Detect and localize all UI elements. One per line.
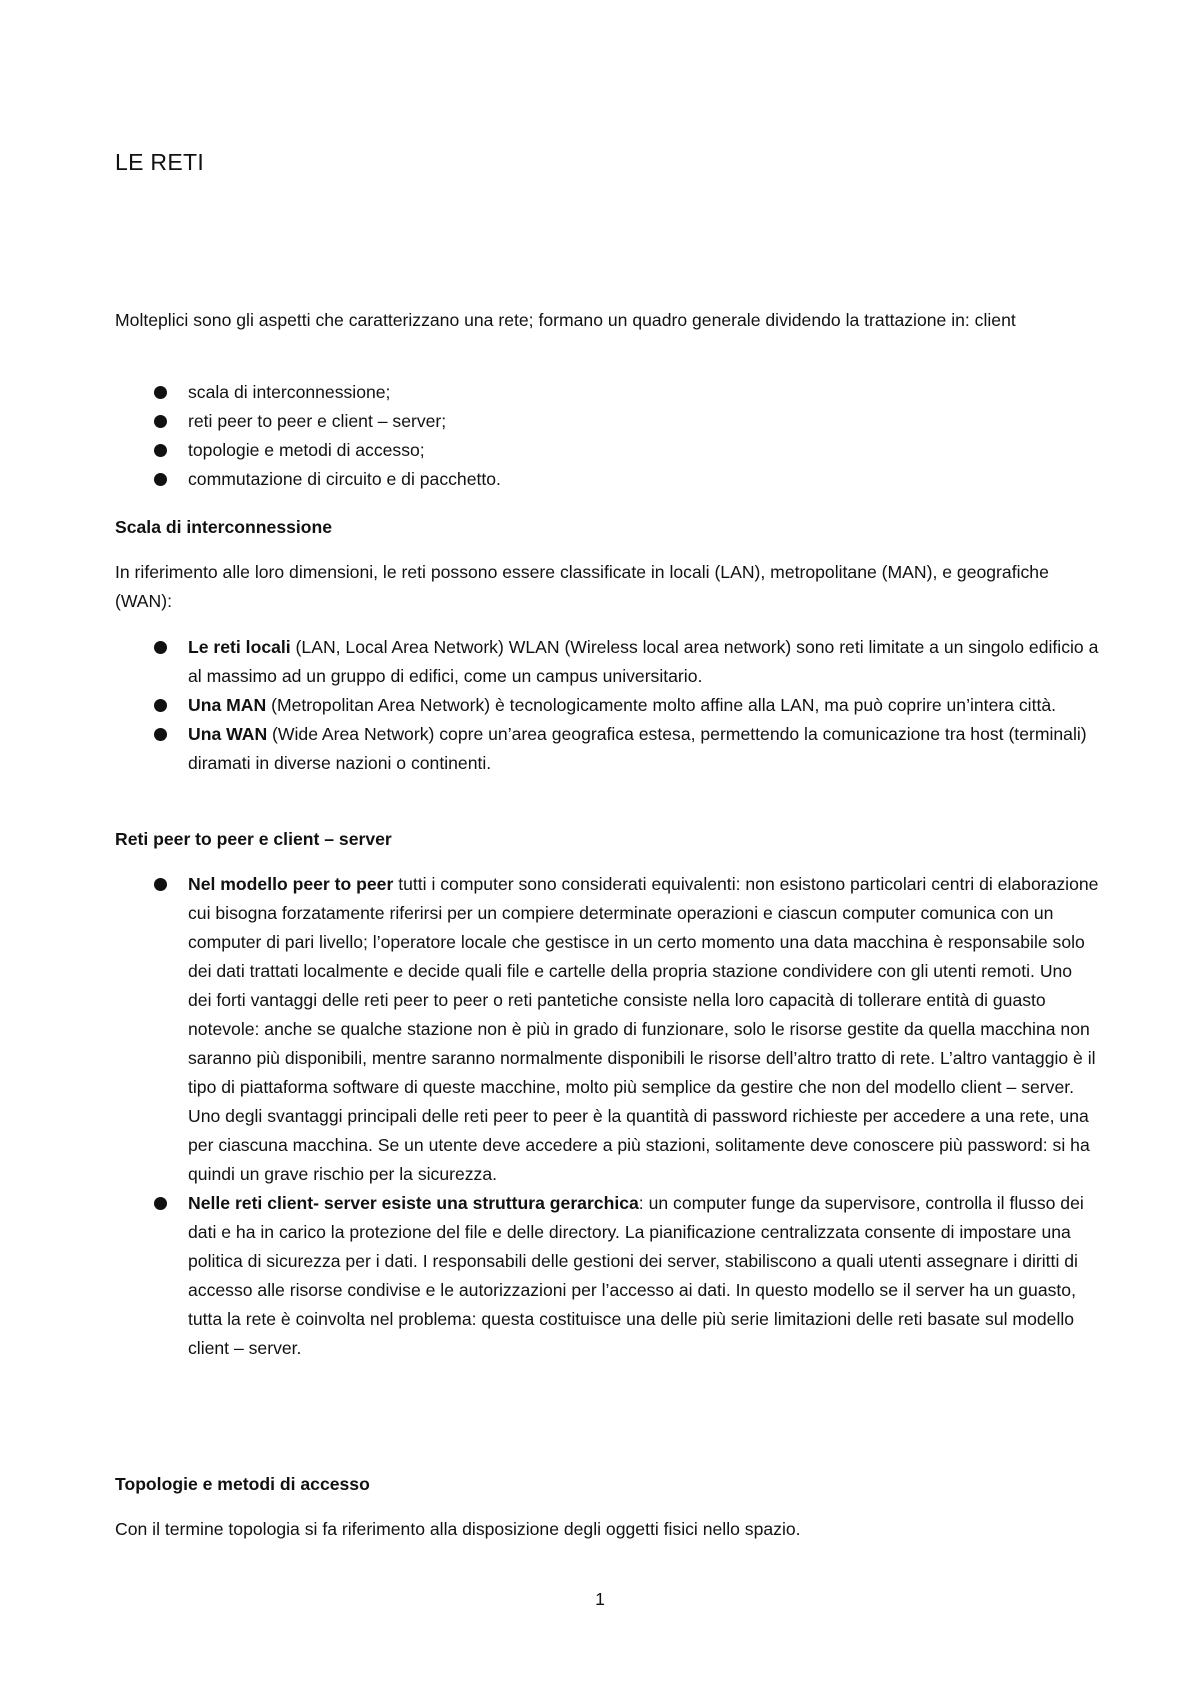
section-heading-scala: Scala di interconnessione (115, 517, 333, 537)
intro-paragraph: Molteplici sono gli aspetti che caratterizzano una rete; formano un quadro generale dividendo la trattazione in: client (115, 310, 1016, 330)
section-heading-peer: Reti peer to peer e client – server (115, 829, 392, 849)
section-paragraph-topologie: Con il termine topologia si fa riferimento alla disposizione degli oggetti fisici nello spazio. (115, 1519, 801, 1539)
list-item: Nelle reti client- server esiste una struttura gerarchica: un computer funge da supervisore, controlla il flusso dei dati e ha in carico la protezione del file e delle directory. La pianificazione centralizzata consente di impostare una politica di sicurezza per i dati. I responsabili delle gestioni dei server, stabiliscono a quali utenti assegnare i diritti di accesso alle risorse condivise e le autorizzazioni per l’accesso ai dati. In questo modello se il server ha un guasto, tutta la rete è coinvolta nel problema: questa costituisce una delle più serie limitazioni delle reti basate sul modello client – server. (188, 1189, 1100, 1363)
list-item: Le reti locali (LAN, Local Area Network) WLAN (Wireless local area network) sono reti limitate a un singolo edificio a al massimo ad un gruppo di edifici, come un campus universitario. (188, 633, 1100, 691)
bullet-icon (154, 415, 167, 428)
list-item: commutazione di circuito e di pacchetto. (188, 465, 1058, 494)
section-heading-topologie: Topologie e metodi di accesso (115, 1474, 370, 1494)
list-item: Una WAN (Wide Area Network) copre un’area geografica estesa, permettendo la comunicazione tra host (terminali) diramati in diverse nazioni o continenti. (188, 720, 1100, 778)
list-item: topologie e metodi di accesso; (188, 436, 1058, 465)
bullet-icon (154, 878, 167, 891)
page-number: 1 (595, 1589, 605, 1609)
bullet-icon (154, 641, 167, 654)
intro-list (188, 378, 1058, 494)
bullet-icon (154, 1197, 167, 1210)
scala-list (188, 633, 1100, 778)
list-item: reti peer to peer e client – server; (188, 407, 1058, 436)
document-title: LE RETI (115, 149, 205, 175)
bullet-icon (154, 473, 167, 486)
list-item: Nel modello peer to peer tutti i computer sono considerati equivalenti: non esistono particolari centri di elaborazione cui bisogna forzatamente riferirsi per un compiere determinate operazioni e ciascun computer comunica con un computer di pari livello; l’operatore locale che gestisce in un certo momento una data macchina è responsabile solo dei dati trattati localmente e decide quali file e cartelle della propria stazione condividere con gli utenti remoti. Uno dei forti vantaggi delle reti peer to peer o reti pantetiche consiste nella loro capacità di tollerare entità di guasto notevole: anche se qualche stazione non è più in grado di funzionare, solo le risorse gestite da quella macchina non saranno più disponibili, mentre saranno normalmente disponibili le risorse dell’altro tratto di rete. L’altro vantaggio è il tipo di piattaforma software di queste macchine, molto più semplice da gestire che non del modello client – server. Uno degli svantaggi principali delle reti peer to peer è la quantità di password richieste per accedere a una rete, una per ciascuna macchina. Se un utente deve accedere a più stazioni, solitamente deve conoscere più password: si ha quindi un grave rischio per la sicurezza. (188, 870, 1100, 1189)
bullet-icon (154, 444, 167, 457)
list-item: Una MAN (Metropolitan Area Network) è tecnologicamente molto affine alla LAN, ma può coprire un’intera città. (188, 691, 1100, 720)
bullet-icon (154, 386, 167, 399)
bullet-icon (154, 728, 167, 741)
bullet-icon (154, 699, 167, 712)
list-item: scala di interconnessione; (188, 378, 1058, 407)
section-paragraph-scala: In riferimento alle loro dimensioni, le reti possono essere classificate in locali (LAN), metropolitane (MAN), e geografiche (WAN): (115, 562, 1049, 611)
peer-list (188, 870, 1100, 1363)
